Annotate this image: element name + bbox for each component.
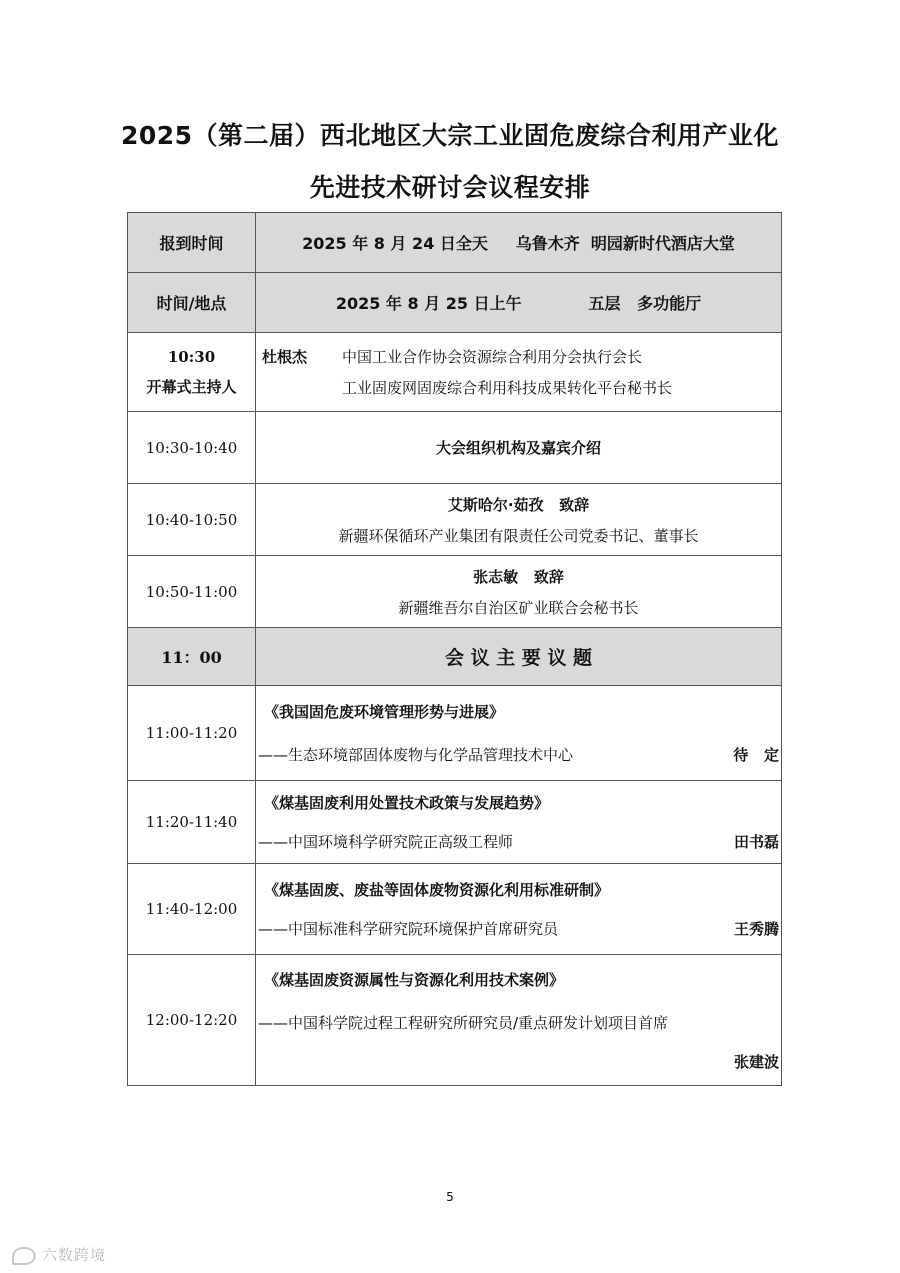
time-place-label: 时间/地点 [128, 273, 256, 333]
main-topics-time: 11：00 [128, 628, 256, 686]
registration-row [128, 213, 782, 273]
registration-value: 2025 年 8 月 24 日全天 乌鲁木齐 明园新时代酒店大堂 [256, 213, 782, 273]
talk1-speaker: 待 定 [733, 746, 779, 764]
talk-row [128, 864, 782, 955]
intro-row [128, 412, 782, 484]
watermark-text: 六数跨境 [42, 1246, 107, 1264]
document-title-line2: 先进技术研讨会议程安排 [309, 173, 591, 202]
agenda-table [127, 212, 782, 1086]
intro-text: 大会组织机构及嘉宾介绍 [256, 412, 782, 484]
talk3-topic: 《煤基固废、废盐等固体废物资源化利用标准研制》 [264, 881, 610, 899]
talk4-time: 12:00-12:20 [128, 955, 256, 1086]
opening-row [128, 333, 782, 412]
talk-row [128, 781, 782, 864]
talk4-cell [256, 955, 782, 1086]
opening-time: 10:30 [167, 347, 216, 366]
talk2-affiliation: ——中国环境科学研究院正高级工程师 [258, 833, 514, 851]
speech2-time: 10:50-11:00 [128, 556, 256, 628]
talk3-time: 11:40-12:00 [128, 864, 256, 955]
talk2-topic: 《煤基固废利用处置技术政策与发展趋势》 [264, 794, 550, 812]
opening-host-cell [256, 333, 782, 412]
host-title2: 工业固废网固废综合利用科技成果转化平台秘书长 [342, 379, 673, 397]
talk1-topic: 《我国固危废环境管理形势与进展》 [264, 703, 505, 721]
speech1-time: 10:40-10:50 [128, 484, 256, 556]
main-topics-row [128, 628, 782, 686]
talk3-speaker: 王秀腾 [733, 920, 779, 938]
main-topics-label: 会 议 主 要 议 题 [256, 628, 782, 686]
speech1-row [128, 484, 782, 556]
talk-row [128, 955, 782, 1086]
talk4-topic: 《煤基固废资源属性与资源化利用技术案例》 [264, 970, 565, 989]
opening-time-cell [128, 333, 256, 412]
talk-row [128, 686, 782, 781]
talk2-time: 11:20-11:40 [128, 781, 256, 864]
page-number: 5 [446, 1190, 454, 1204]
talk1-affiliation: ——生态环境部固体废物与化学品管理技术中心 [258, 746, 574, 764]
watermark [12, 1244, 106, 1265]
speech1-title: 新疆环保循环产业集团有限责任公司党委书记、董事长 [338, 526, 699, 545]
opening-role: 开幕式主持人 [146, 377, 237, 396]
talk1-cell [256, 686, 782, 781]
talk2-speaker: 田书磊 [733, 833, 779, 851]
watermark-logo-icon [12, 1247, 36, 1265]
time-place-row [128, 273, 782, 333]
talk4-affiliation: ——中国科学院过程工程研究所研究员/重点研发计划项目首席 [258, 1013, 669, 1032]
speech2-cell [256, 556, 782, 628]
registration-label: 报到时间 [128, 213, 256, 273]
intro-time: 10:30-10:40 [128, 412, 256, 484]
host-name: 杜根杰 [262, 348, 308, 366]
time-place-value: 2025 年 8 月 25 日上午 五层 多功能厅 [256, 273, 782, 333]
talk4-speaker: 张建波 [733, 1052, 779, 1071]
speech2-row [128, 556, 782, 628]
talk1-time: 11:00-11:20 [128, 686, 256, 781]
host-title1: 中国工业合作协会资源综合利用分会执行会长 [342, 348, 643, 366]
talk3-affiliation: ——中国标准科学研究院环境保护首席研究员 [258, 920, 559, 938]
document-title-line1: 2025（第二届）西北地区大宗工业固危废综合利用产业化 [120, 121, 780, 150]
speech2-speaker: 张志敏 致辞 [473, 567, 564, 586]
speech1-speaker: 艾斯哈尔·茹孜 致辞 [447, 495, 590, 514]
speech1-cell [256, 484, 782, 556]
speech2-title: 新疆维吾尔自治区矿业联合会秘书长 [398, 598, 639, 617]
talk2-cell [256, 781, 782, 864]
talk3-cell [256, 864, 782, 955]
